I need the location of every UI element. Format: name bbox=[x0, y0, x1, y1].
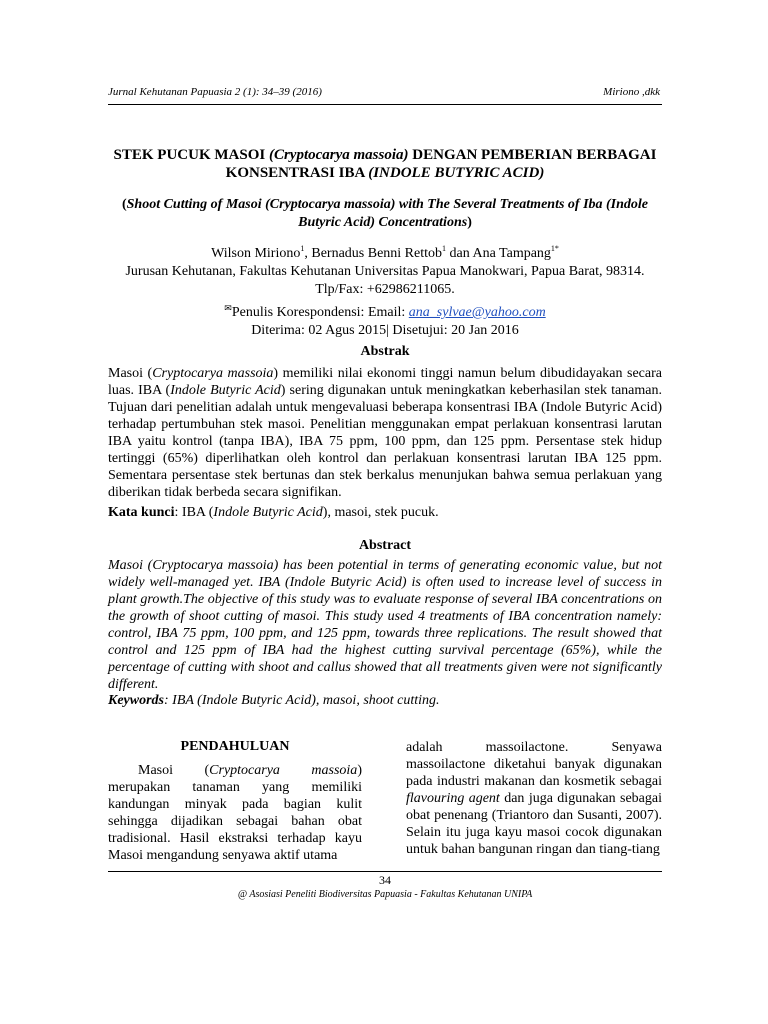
en-title-text: Shoot Cutting of Masoi (Cryptocarya massoia) with The Several Treatments of Iba (Indole Butyric Acid) Concentrations bbox=[126, 197, 649, 230]
body-left-column bbox=[108, 762, 362, 864]
abstrak-text bbox=[108, 365, 662, 501]
title-species: (Cryptocarya massoia) bbox=[268, 147, 409, 163]
author-2-sup: 1 bbox=[442, 244, 447, 253]
kata-kunci-1: : IBA ( bbox=[174, 505, 214, 520]
author-1-sup: 1 bbox=[300, 244, 305, 253]
keywords-text: : IBA (Indole Butyric Acid), masoi, shoot cutting. bbox=[164, 693, 440, 708]
body-right-para bbox=[406, 739, 662, 858]
running-header bbox=[108, 86, 660, 98]
email-link[interactable]: ana_sylvae@yahoo.com bbox=[408, 305, 546, 320]
body-left-species: Cryptocarya massoia bbox=[209, 763, 358, 778]
kata-kunci-label: Kata kunci bbox=[108, 505, 175, 520]
journal-citation: Jurnal Kehutanan Papuasia 2 (1): 34–39 (2016) bbox=[108, 86, 322, 98]
en-title-close: ) bbox=[467, 215, 472, 230]
body-right-column bbox=[406, 739, 662, 858]
en-title-open: ( bbox=[121, 197, 127, 212]
correspondence bbox=[108, 299, 662, 322]
header-divider bbox=[108, 104, 662, 105]
english-title bbox=[108, 196, 662, 232]
abstrak-heading: Abstrak bbox=[360, 344, 410, 359]
keywords-label: Keywords bbox=[108, 693, 164, 708]
body-left-para bbox=[108, 762, 362, 864]
author-3: dan Ana Tampang bbox=[446, 246, 551, 261]
running-authors: Miriono ,dkk bbox=[603, 86, 660, 98]
institution: Jurusan Kehutanan, Fakultas Kehutanan Universitas Papua Manokwari, Papua Barat, 98314. Tlp/Fax: +62986211065. bbox=[125, 264, 645, 297]
abstract-text: Masoi (Cryptocarya massoia) has been potential in terms of generating economic value, but not widely well-managed yet. IBA (Indole Butyric Acid) is often used to increase level of success in plant growth.The objective of this study was to evaluate response of several IBA concentrations on the growth of shoot cutting of masoi. This study used 4 treatments of IBA concentration namely: control, IBA 75 ppm, 100 ppm, and 125 ppm, towards three replications. The result showed that control and 125 ppm of IBA had the highest cutting survival percentage (65%), while the percentage of cutting with shoot and callus showed that all treatments given were not significantly different. bbox=[108, 558, 662, 692]
abstrak-iba: Indole Butyric Acid bbox=[170, 383, 281, 398]
abstrak-species: Cryptocarya massoia bbox=[152, 366, 274, 381]
article-title bbox=[108, 146, 662, 182]
kata-kunci-it: Indole Butyric Acid bbox=[213, 505, 323, 520]
title-iba: (INDOLE BUTYRIC ACID) bbox=[368, 165, 545, 181]
body-right-2: dan juga digunakan sebagai obat penenang (Triantoro dan Susanti, 2007). Selain itu juga kayu masoi cocok digunakan untuk bahan bangunan ringan dan tiang-tiang bbox=[406, 791, 662, 857]
footer-society: @ Asosiasi Peneliti Biodiversitas Papuasia - Fakultas Kehutanan UNIPA bbox=[237, 889, 533, 900]
body-left-1: Masoi ( bbox=[138, 763, 210, 778]
title-text-1: STEK PUCUK MASOI bbox=[113, 147, 269, 163]
section-heading-pendahuluan: PENDAHULUAN bbox=[180, 739, 290, 754]
correspondence-label: Penulis Korespondensi: Email: bbox=[231, 305, 409, 320]
author-list bbox=[108, 240, 662, 263]
keywords bbox=[108, 692, 662, 709]
abstract-heading: Abstract bbox=[358, 538, 412, 553]
author-3-sup: 1* bbox=[550, 244, 559, 253]
author-2: , Bernadus Benni Rettob bbox=[304, 246, 443, 261]
abstrak-s1: Masoi ( bbox=[108, 366, 153, 381]
body-left-2: ) merupakan tanaman yang memiliki kandungan minyak pada bagian kulit sehingga dijadikan sebagai bahan obat tradisional. Hasil ekstraksi terhadap kayu Masoi mengandung senyawa aktif utama bbox=[108, 763, 362, 863]
envelope-icon: ✉ bbox=[224, 303, 232, 313]
kata-kunci-2: ), masoi, stek pucuk. bbox=[322, 505, 439, 520]
body-right-1: adalah massoilactone. Senyawa massoilactone diketahui banyak digunakan pada industri makanan dan kosmetik sebagai bbox=[406, 740, 662, 789]
footer-divider bbox=[108, 871, 662, 872]
submission-dates: Diterima: 02 Agus 2015| Disetujui: 20 Jan 2016 bbox=[251, 323, 519, 338]
abstrak-s2: ) memiliki nilai ekonomi tinggi namun belum dibudidayakan secara luas. IBA ( bbox=[108, 366, 662, 398]
author-block bbox=[108, 240, 662, 340]
abstrak-s3: ) sering digunakan untuk meningkatkan keberhasilan stek tanaman. Tujuan dari penelitian adalah untuk mengevaluasi beberapa konsentrasi IBA (Indole Butyric Acid) terhadap pertumbuhan stek masoi. Penelitian menggunakan empat perlakuan konsentrasi larutan IBA yaitu kontrol (tanpa IBA), IBA 75 ppm, 100 ppm, dan 125 ppm. Persentase stek hidup tertinggi (65%) diperlihatkan oleh kontrol dan perlakuan konsentrasi larutan IBA 125 ppm. Sementara persentase stek bertunas dan stek berkalus menunjukan bahwa semua perlakuan yang diberikan tidak berbeda secara signifikan. bbox=[108, 383, 662, 500]
kata-kunci bbox=[108, 504, 662, 521]
title-text-2: DENGAN PEMBERIAN BERBAGAI KONSENTRASI IBA bbox=[225, 147, 657, 181]
page-number: 34 bbox=[379, 873, 391, 887]
author-1: Wilson Miriono bbox=[211, 246, 301, 261]
body-right-it: flavouring agent bbox=[406, 791, 500, 806]
